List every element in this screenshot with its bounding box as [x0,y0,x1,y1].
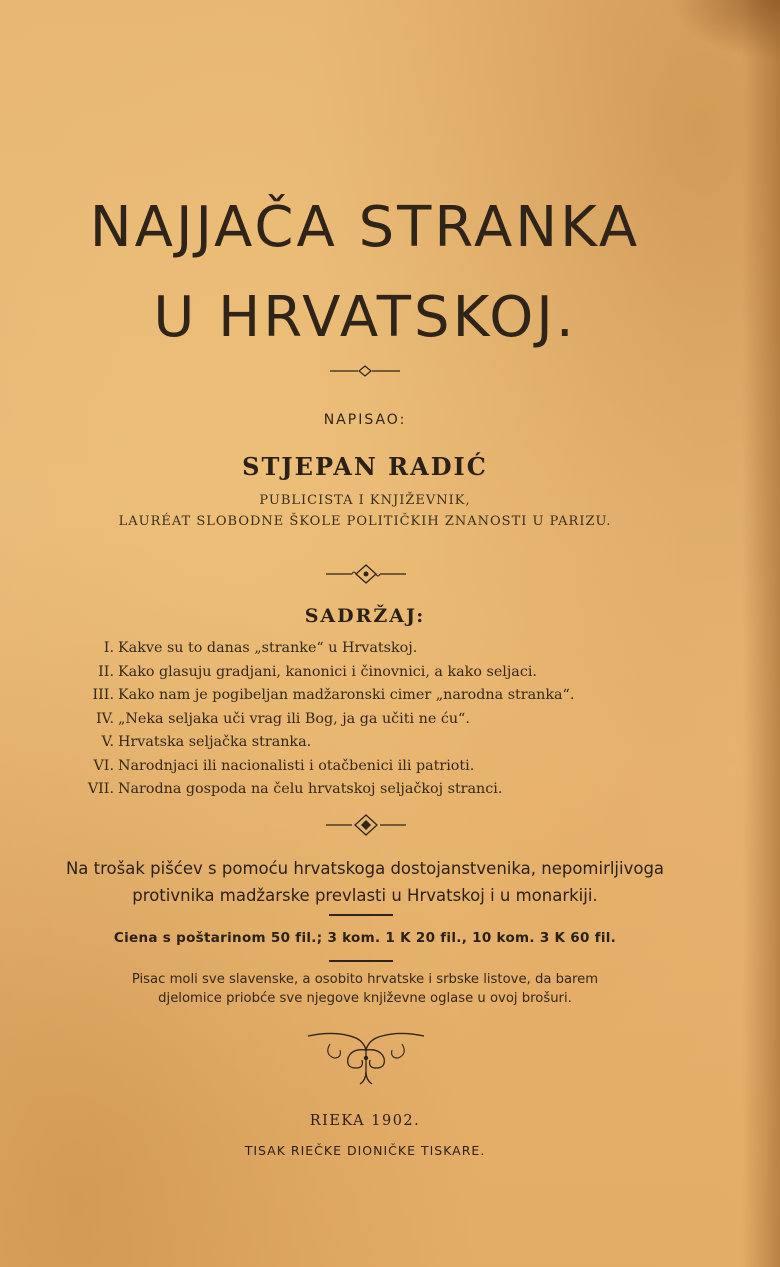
note-line-2: djelomice priobće sve njegove književne oglase u ovoj brošuri. [158,991,572,1006]
toc-item [76,778,676,802]
author-role-2: LAURÉAT SLOBODNE ŠKOLE POLITIČKIH ZNANOSTI U PARIZU. [118,514,612,529]
toc-number: III. [92,687,114,703]
toc-item [76,637,676,661]
toc-number: VII. [87,781,114,797]
note-line-1: Pisac moli sve slavenske, a osobito hrvatske i srbske listove, da barem [131,972,599,987]
author-name: STJEPAN RADIĆ [242,452,488,481]
toc-text: Kako nam je pogibeljan madžaronski cimer „narodna stranka“. [118,687,575,703]
ornament-divider-small [330,364,400,378]
table-of-contents [76,637,676,802]
imprint-place-year: RIEKA 1902. [309,1113,421,1129]
toc-number: VI. [93,757,114,774]
toc-item [76,755,676,779]
ornament-divider-diamond [326,563,406,585]
toc-item [76,661,676,685]
toc-number: I. [103,640,114,656]
sponsor-line-2: protivnika madžarske prevlasti u Hrvatskoj i u monarkiji. [132,886,598,905]
price-line: Ciena s poštarinom 50 fil.; 3 kom. 1 K 20 fil., 10 kom. 3 K 60 fil. [113,930,617,946]
toc-number: II. [98,663,114,680]
page-edge-shadow [742,0,780,1267]
sponsor-line-1: Na trošak pišćev s pomoću hrvatskoga dostojanstvenika, nepomirljivoga [65,859,665,878]
divider-rule-short [329,914,393,916]
toc-number: IV. [95,710,114,727]
toc-text: „Neka seljaka uči vrag ili Bog, ja ga učiti ne ću“. [118,710,470,727]
toc-item [76,731,676,755]
toc-item [76,708,676,732]
toc-text: Narodna gospoda na čelu hrvatskoj seljačkoj stranci. [118,781,503,797]
toc-text: Hrvatska seljačka stranka. [118,734,312,750]
title-line-2: U HRVATSKOJ. [153,285,577,350]
worn-corner [670,0,780,60]
byline-label: NAPISAO: [323,412,407,428]
ornament-divider-diamond-2 [326,813,406,837]
title-line-1: NAJJAČA STRANKA [89,195,641,260]
toc-text: Kakve su to danas „stranke“ u Hrvatskoj. [118,640,418,656]
toc-number: V. [101,734,114,750]
toc-text: Narodnjaci ili nacionalisti i otačbenici ili patrioti. [118,757,475,774]
imprint-printer: TISAK RIEČKE DIONIČKE TISKARE. [244,1143,486,1158]
flourish-ornament [306,1028,426,1088]
divider-rule-short-2 [329,960,393,962]
contents-heading: SADRŽAJ: [304,605,426,627]
author-role-1: PUBLICISTA I KNJIŽEVNIK, [259,493,471,508]
toc-item [76,684,676,708]
toc-text: Kako glasuju gradjani, kanonici i činovnici, a kako seljaci. [118,663,537,680]
